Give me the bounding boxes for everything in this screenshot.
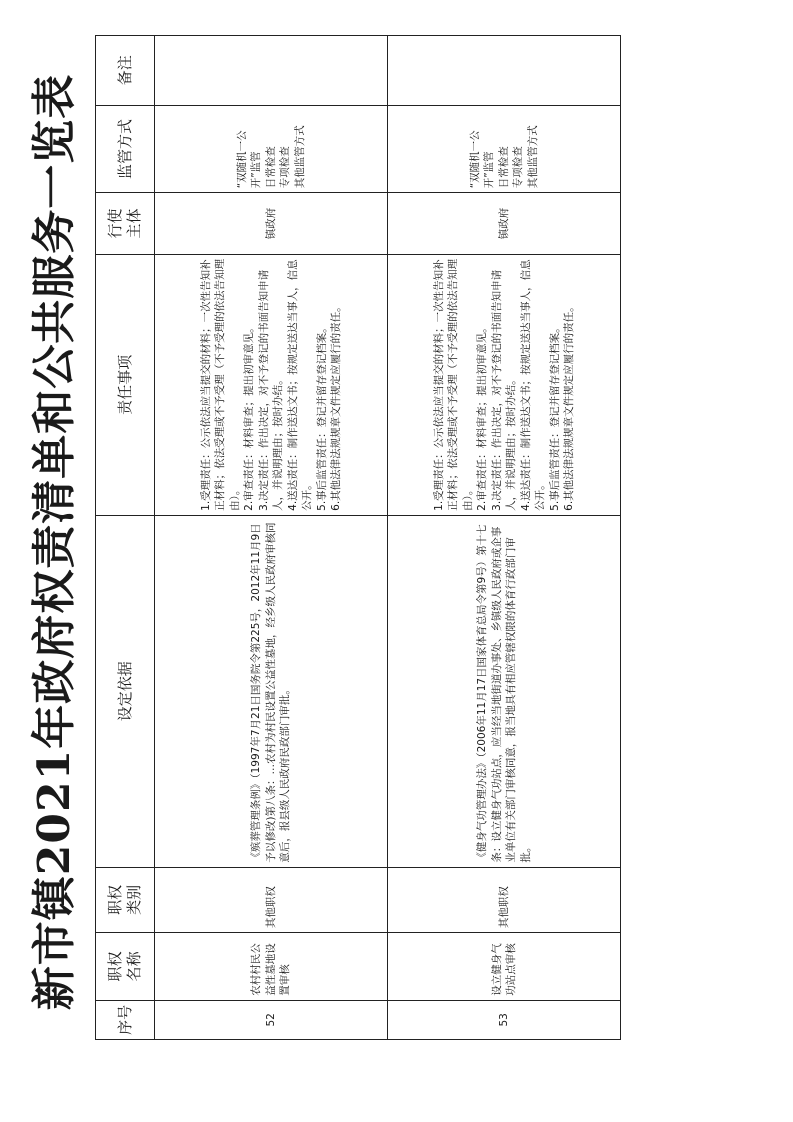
header-no: 序号	[96, 1000, 155, 1039]
supervision-item: 其他监管方式	[293, 125, 306, 189]
header-subject	[96, 193, 155, 254]
responsibility-list	[155, 254, 388, 515]
header-type	[96, 867, 155, 933]
responsibility-item: 5.事后监管责任：登记并留存登记档案。	[315, 322, 328, 511]
header-responsibility: 责任事项	[96, 254, 155, 515]
responsibility-item: 3.决定责任：作出决定，对不予登记的书面告知申请人，并说明理由；按时办结。	[490, 269, 517, 511]
header-name-line1: 职权	[106, 951, 124, 982]
row-number: 52	[155, 1000, 388, 1039]
responsibility-item: 2.审查责任：材料审查；提出初审意见。	[243, 322, 255, 511]
table-row	[388, 36, 621, 1040]
supervision-item: “双随机一公开”监管	[235, 130, 263, 189]
note-cell	[155, 36, 388, 106]
responsibility-item: 1.受理责任：公示依法应当提交的材料；一次性告知补正材料；依法受理或不予受理（不予受理的依法告知理由）。	[432, 258, 474, 511]
power-type: 其他职权	[388, 867, 621, 933]
responsibility-item: 6.其他法律法规规章文件规定应履行的责任。	[330, 301, 342, 511]
responsibility-item: 6.其他法律法规规章文件规定应履行的责任。	[563, 301, 575, 511]
responsibility-item: 5.事后监管责任：登记并留存登记档案。	[548, 322, 561, 511]
power-name: 农村村民公益性墓地设置审核	[155, 933, 388, 1001]
supervision-item: “双随机一公开”监管	[468, 130, 496, 189]
responsibility-item: 4.送达责任：制作送达文书；按规定送达当事人，信息公开。	[519, 259, 546, 511]
supervision-item: 其他监管方式	[526, 125, 539, 189]
responsibility-table	[95, 35, 621, 1040]
supervision-item: 日常检查	[497, 146, 510, 189]
legal-basis: 《健身气功管理办法》（2006年11月17日国家体育总局令第9号）第十七条：设立健身气功站点，应当经当地街道办事处、乡镇级人民政府或企事业单位有关部门审核同意，报当地具有相应管辖权限的体育行政部门审批。	[388, 515, 621, 867]
executing-subject: 镇政府	[388, 193, 621, 254]
header-type-line2: 类别	[125, 884, 143, 915]
responsibility-item: 4.送达责任：制作送达文书；按规定送达当事人，信息公开。	[286, 259, 313, 511]
header-basis: 设定依据	[96, 515, 155, 867]
row-number: 53	[388, 1000, 621, 1039]
header-subject-line2: 主体	[125, 208, 143, 239]
executing-subject: 镇政府	[155, 193, 388, 254]
responsibility-item: 3.决定责任：作出决定，对不予登记的书面告知申请人，并说明理由；按时办结。	[257, 269, 284, 511]
supervision-item: 专项检查	[512, 146, 525, 189]
power-type: 其他职权	[155, 867, 388, 933]
responsibility-item: 1.受理责任：公示依法应当提交的材料；一次性告知补正材料；依法受理或不予受理（不予受理的依法告知理由）。	[199, 258, 241, 511]
supervision-item: 专项检查	[279, 146, 292, 189]
supervision-item: 日常检查	[264, 146, 277, 189]
table-header-row	[96, 36, 155, 1040]
responsibility-list	[388, 254, 621, 515]
legal-basis: 《殡葬管理条例》（1997年7月21日国务院令第225号，2012年11月9日予以修改)第八条：…农村为村民设置公益性墓地，经乡级人民政府审核同意后，报县级人民政府民政部门审批。	[155, 515, 388, 867]
supervision-methods	[155, 105, 388, 193]
note-cell	[388, 36, 621, 106]
header-type-line1: 职权	[106, 884, 124, 915]
responsibility-item: 2.审查责任：材料审查；提出初审意见。	[476, 322, 488, 511]
header-note: 备注	[96, 36, 155, 106]
header-name-line2: 名称	[125, 951, 143, 982]
page-title: 新市镇2021年政府权责清单和公共服务一览表	[29, 73, 80, 1011]
table-row	[155, 36, 388, 1040]
header-subject-line1: 行使	[106, 208, 124, 239]
supervision-methods	[388, 105, 621, 193]
power-name: 设立健身气功站点审核	[388, 933, 621, 1001]
header-name	[96, 933, 155, 1001]
header-supervision: 监管方式	[96, 105, 155, 193]
